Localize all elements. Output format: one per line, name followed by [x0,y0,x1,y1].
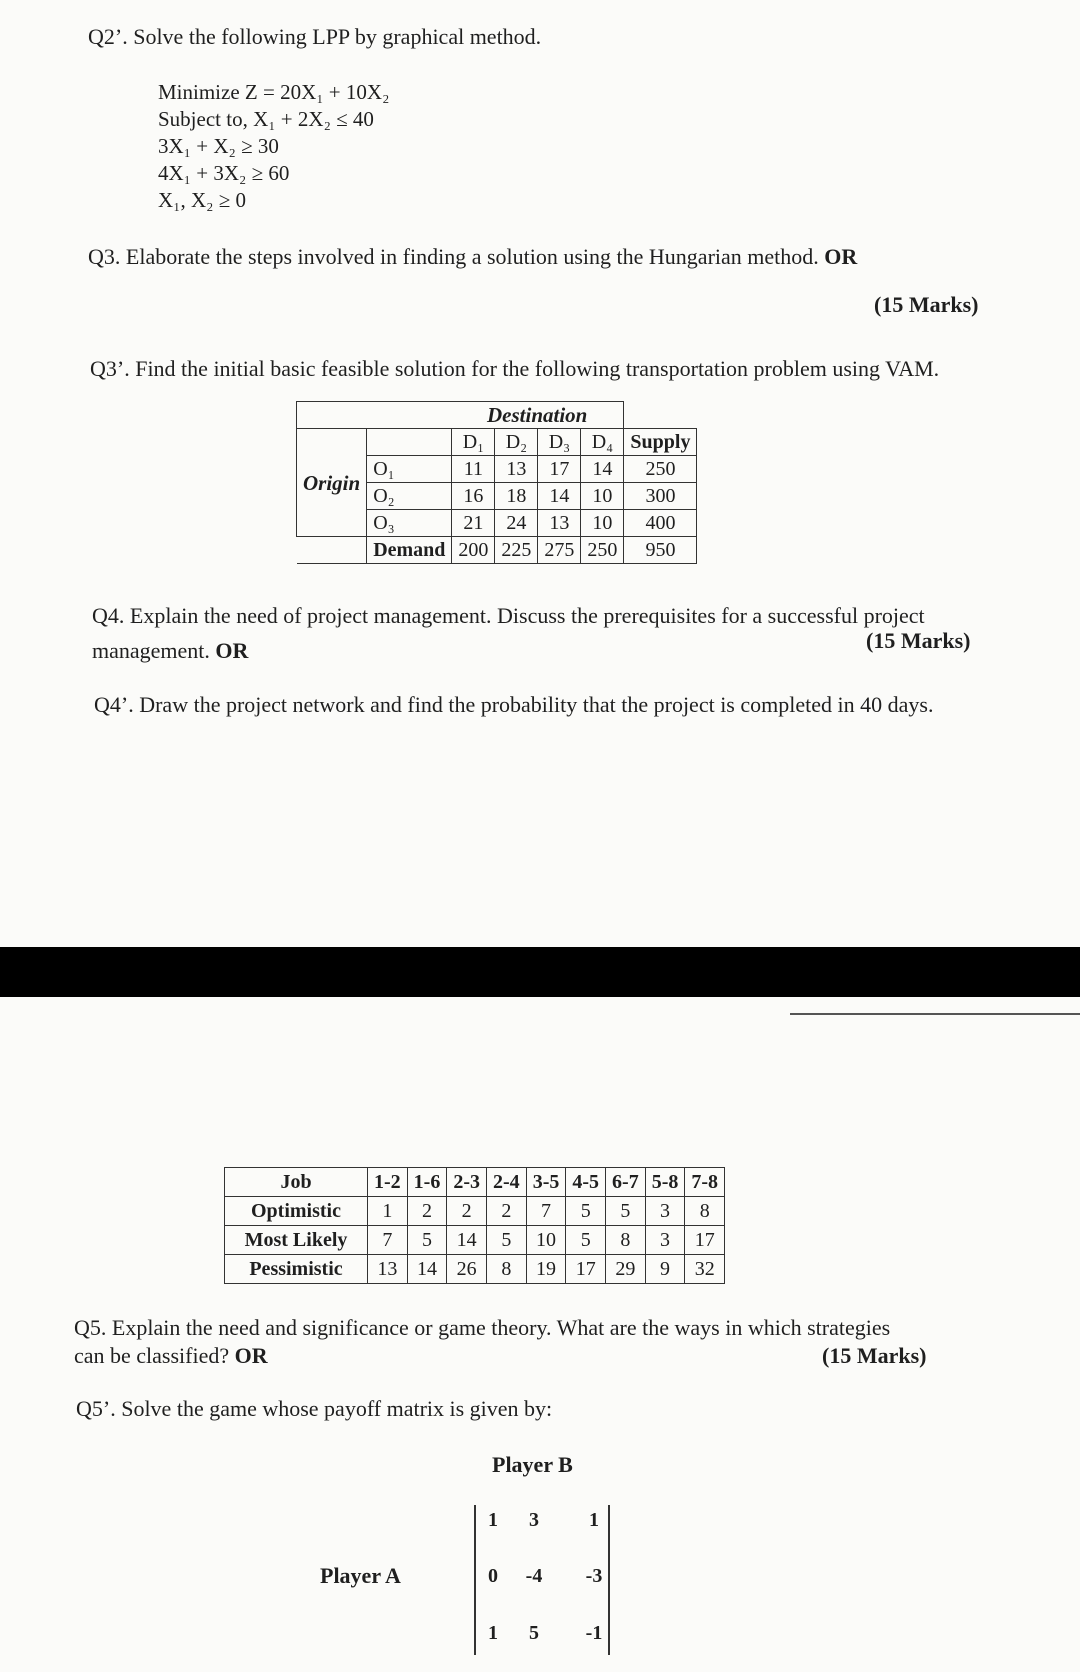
payoff-cell: 1 [589,1509,599,1531]
time-cell: 3 [645,1226,685,1255]
col-header: D₃ [538,429,581,456]
time-cell: 2 [447,1197,487,1226]
row-label: Pessimistic [225,1255,368,1284]
row-label: O₃ [367,510,452,537]
payoff-cell: 0 [488,1565,498,1587]
demand-cell: 250 [581,537,624,564]
cost-cell: 11 [452,456,495,483]
time-cell: 32 [685,1255,725,1284]
player-a-label: Player A [320,1563,401,1588]
time-cell: 5 [566,1197,606,1226]
total-cell: 950 [624,537,697,564]
cost-cell: 10 [581,510,624,537]
cost-cell: 14 [538,483,581,510]
q3-marks: (15 Marks) [874,292,979,317]
col-header: D₁ [452,429,495,456]
job-cell: 2-3 [447,1168,487,1197]
row-label: O₁ [367,456,452,483]
q5-or: OR [234,1343,268,1368]
q3p-text: Q3’. Find the initial basic feasible solution for the following transportation problem using VAM. [90,356,940,381]
lpp-objective: Minimize Z = 20X₁ + 10X₂ [158,80,390,104]
lpp-nonnegativity: X₁, X₂ ≥ 0 [158,188,246,212]
time-cell: 14 [407,1255,447,1284]
time-cell: 7 [368,1226,408,1255]
time-cell: 10 [526,1226,566,1255]
q5-line2 [74,1343,268,1369]
payoff-cell: -4 [525,1565,543,1587]
job-cell: 4-5 [566,1168,606,1197]
q5-line1: Q5. Explain the need and significance or game theory. What are the ways in which strategies [74,1315,891,1340]
lpp-constraint-3: 4X₁ + 3X₂ ≥ 60 [158,161,290,185]
time-cell: 5 [606,1197,646,1226]
q5-marks: (15 Marks) [822,1343,927,1368]
q3-or: OR [824,244,858,269]
demand-label: Demand [367,537,452,564]
row-label: Most Likely [225,1226,368,1255]
q3-question: Q3. Elaborate the steps involved in finding a solution using the Hungarian method. [88,244,819,269]
supply-cell: 300 [624,483,697,510]
job-cell: 2-4 [487,1168,527,1197]
q4-marks: (15 Marks) [866,628,971,653]
cost-cell: 18 [495,483,538,510]
row-label: Optimistic [225,1197,368,1226]
time-cell: 19 [526,1255,566,1284]
time-cell: 5 [487,1226,527,1255]
payoff-cell: -1 [585,1622,603,1644]
scan-black-band [0,947,1080,997]
job-cell: 1-6 [407,1168,447,1197]
q3-text [88,244,857,270]
time-cell: 2 [407,1197,447,1226]
job-cell: 7-8 [685,1168,725,1197]
cost-cell: 14 [581,456,624,483]
time-cell: 9 [645,1255,685,1284]
col-header-supply: Supply [624,429,697,456]
demand-cell: 275 [538,537,581,564]
q4-line2-text: management. [92,638,210,663]
time-cell: 13 [368,1255,408,1284]
job-cell: 5-8 [645,1168,685,1197]
lpp-constraint-1: Subject to, X₁ + 2X₂ ≤ 40 [158,107,374,131]
job-header: Job [225,1168,368,1197]
player-b-label: Player B [492,1452,573,1477]
payoff-cell: 1 [488,1622,498,1644]
row-label: O₂ [367,483,452,510]
time-cell: 8 [487,1255,527,1284]
horizontal-rule [790,1013,1080,1015]
destination-label: Destination [297,402,624,429]
col-header: D₄ [581,429,624,456]
cost-cell: 16 [452,483,495,510]
demand-cell: 225 [495,537,538,564]
cost-cell: 10 [581,483,624,510]
origin-label: Origin [297,429,367,537]
col-header: D₂ [495,429,538,456]
cost-cell: 24 [495,510,538,537]
time-cell: 1 [368,1197,408,1226]
supply-cell: 250 [624,456,697,483]
q4-line2 [92,638,248,664]
payoff-cell: 5 [529,1622,539,1644]
payoff-cell: 3 [529,1509,539,1531]
q5-line2-text: can be classified? [74,1343,230,1368]
q4-line1: Q4. Explain the need of project management. Discuss the prerequisites for a successful project [92,603,925,628]
time-cell: 3 [645,1197,685,1226]
time-cell: 14 [447,1226,487,1255]
q4p-text: Q4’. Draw the project network and find the probability that the project is completed in 40 days. [94,692,934,717]
q4-or: OR [215,638,249,663]
time-cell: 26 [447,1255,487,1284]
cost-cell: 13 [538,510,581,537]
time-cell: 8 [606,1226,646,1255]
cost-cell: 13 [495,456,538,483]
time-cell: 7 [526,1197,566,1226]
lpp-constraint-2: 3X₁ + X₂ ≥ 30 [158,134,279,158]
transportation-table [296,401,697,564]
payoff-cell: 1 [488,1509,498,1531]
cost-cell: 17 [538,456,581,483]
q2p-title: Q2’. Solve the following LPP by graphical method. [88,24,542,49]
time-cell: 5 [407,1226,447,1255]
supply-cell: 400 [624,510,697,537]
time-cell: 8 [685,1197,725,1226]
payoff-cell: -3 [585,1565,603,1587]
job-cell: 3-5 [526,1168,566,1197]
pert-table [224,1167,725,1284]
job-cell: 1-2 [368,1168,408,1197]
time-cell: 2 [487,1197,527,1226]
time-cell: 17 [685,1226,725,1255]
time-cell: 5 [566,1226,606,1255]
q5p-text: Q5’. Solve the game whose payoff matrix is given by: [76,1396,553,1421]
job-cell: 6-7 [606,1168,646,1197]
time-cell: 29 [606,1255,646,1284]
time-cell: 17 [566,1255,606,1284]
demand-cell: 200 [452,537,495,564]
cost-cell: 21 [452,510,495,537]
